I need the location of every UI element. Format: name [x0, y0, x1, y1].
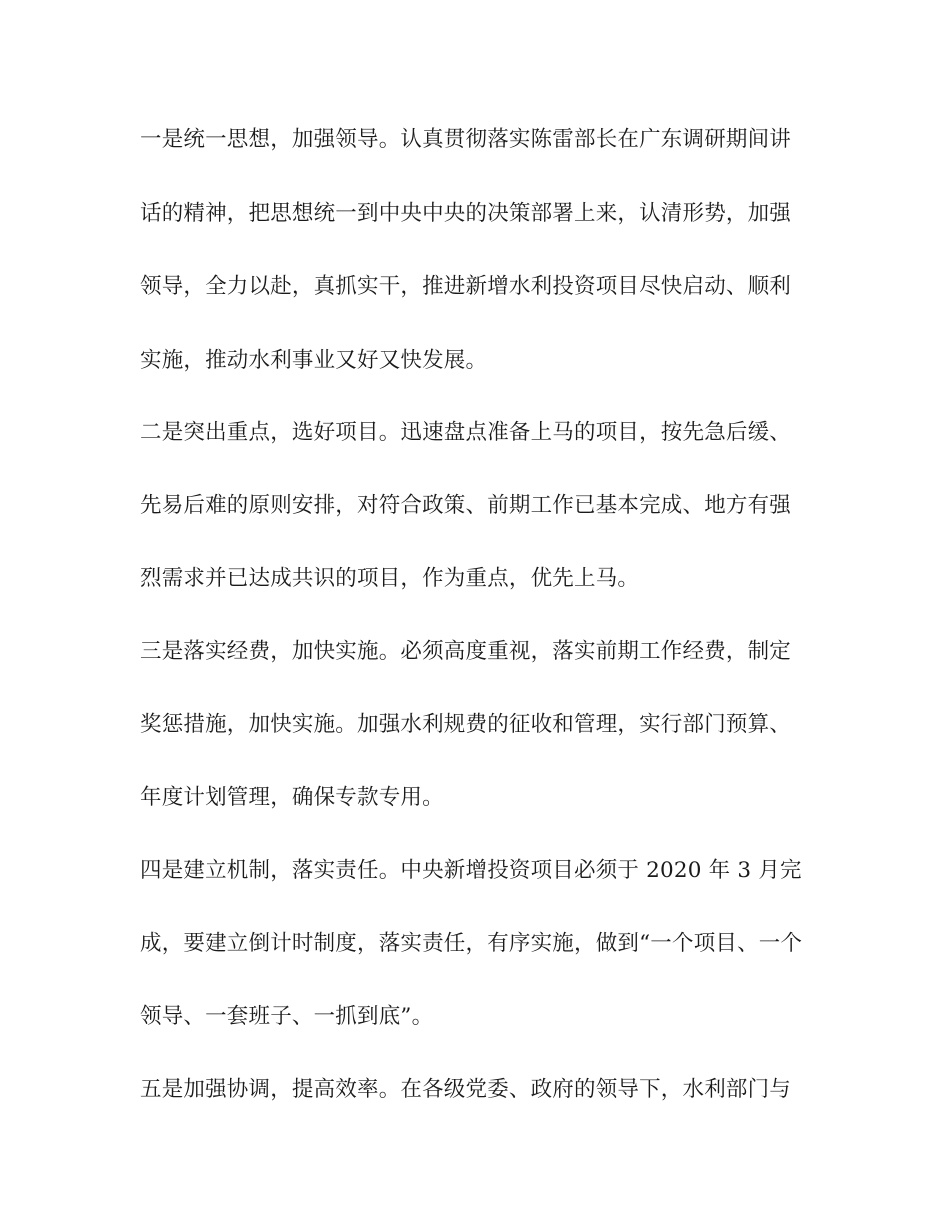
- text-line: 话的精神，把思想统一到中央中央的决策部署上来，认清形势，加强: [140, 201, 792, 226]
- text-line: 五是加强协调，提高效率。在各级党委、政府的领导下，水利部门与: [140, 1077, 792, 1102]
- text-line: 领导、一套班子、一抓到底”。: [140, 1004, 434, 1029]
- text-line: 奖惩措施，加快实施。加强水利规费的征收和管理，实行部门预算、: [140, 712, 792, 737]
- text-line: 实施，推动水利事业又好又快发展。: [140, 348, 488, 373]
- text-line: 先易后难的原则安排，对符合政策、前期工作已基本完成、地方有强: [140, 493, 792, 518]
- text-line: 二是突出重点，选好项目。迅速盘点准备上马的项目，按先急后缓、: [140, 420, 792, 445]
- text-line: 年度计划管理，确保专款专用。: [140, 785, 444, 810]
- text-line: 四是建立机制，落实责任。中央新增投资项目必须于 2020 年 3 月完: [140, 858, 802, 883]
- text-line: 三是落实经费，加快实施。必须高度重视，落实前期工作经费，制定: [140, 639, 792, 664]
- text-line: 领导，全力以赴，真抓实干，推进新增水利投资项目尽快启动、顺利: [140, 274, 792, 299]
- text-line: 烈需求并已达成共识的项目，作为重点，优先上马。: [140, 566, 640, 591]
- text-line: 一是统一思想，加强领导。认真贯彻落实陈雷部长在广东调研期间讲: [140, 127, 792, 152]
- text-line: 成，要建立倒计时制度，落实责任，有序实施，做到“一个项目、一个: [140, 931, 803, 956]
